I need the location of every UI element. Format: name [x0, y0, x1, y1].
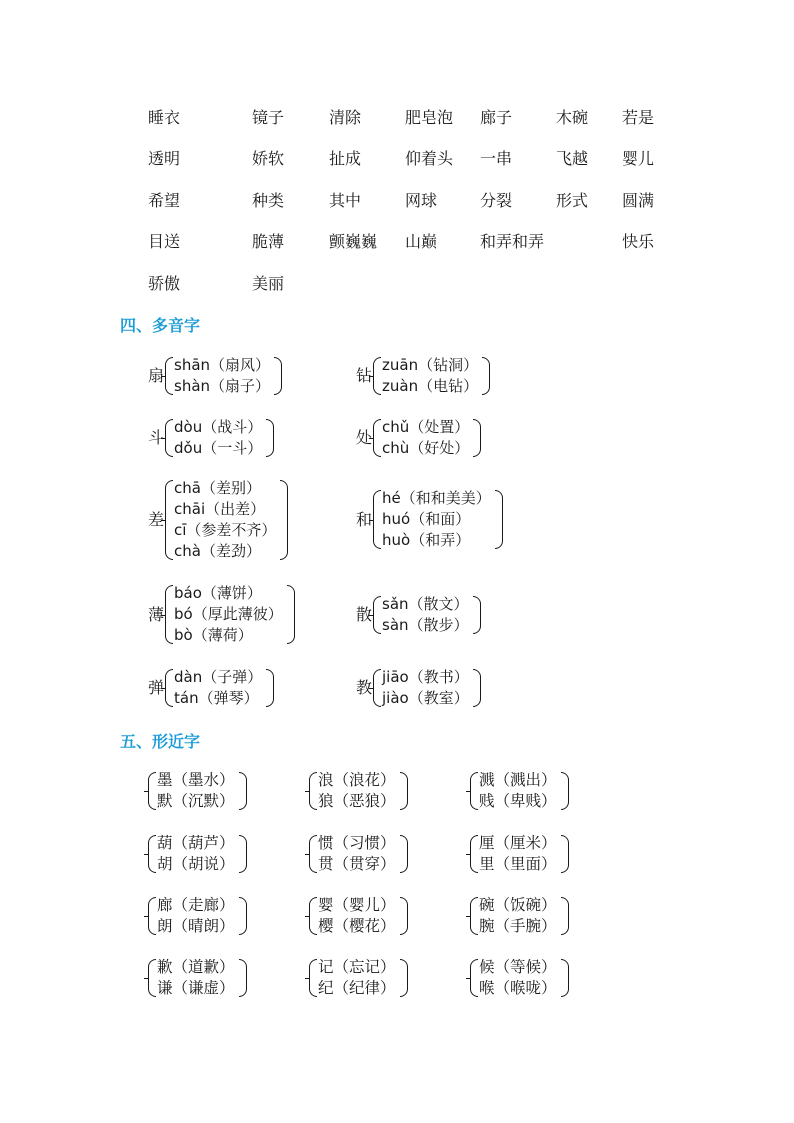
similar-char: 婴（婴儿） [318, 896, 396, 914]
right-brace [400, 835, 408, 873]
polyphonic-group [356, 355, 490, 397]
word: 扯成 [329, 149, 362, 168]
polyphonic-group [148, 417, 274, 459]
left-brace [148, 835, 156, 873]
similar-char: 默（沉默） [157, 792, 235, 810]
right-brace [400, 772, 408, 810]
word: 和弄和弄 [480, 232, 545, 251]
right-brace [239, 959, 247, 997]
similar-group [147, 833, 247, 875]
similar-group [308, 895, 408, 937]
polyphonic-char: 薄 [148, 604, 165, 624]
right-brace [473, 419, 481, 457]
word: 仰着头 [405, 149, 454, 168]
similar-char: 溅（溅出） [479, 771, 557, 789]
reading: chù（好处） [382, 439, 470, 457]
left-brace [470, 959, 478, 997]
reading: chā（差别） [174, 479, 261, 497]
similar-char: 狼（恶狼） [318, 792, 396, 810]
polyphonic-char: 散 [356, 605, 373, 624]
reading: jiào（教室） [382, 689, 469, 707]
right-brace [266, 419, 274, 457]
right-brace [239, 897, 247, 935]
reading: bò（薄荷） [174, 626, 253, 644]
left-brace [373, 669, 381, 707]
right-brace [287, 585, 295, 644]
reading: dǒu（一斗） [174, 439, 263, 457]
polyphonic-group [148, 583, 295, 646]
polyphonic-group [356, 488, 503, 551]
reading: sàn（散步） [382, 616, 469, 634]
polyphonic-char: 教 [356, 678, 373, 697]
left-brace [309, 959, 317, 997]
word: 脆薄 [252, 232, 285, 251]
reading: báo（薄饼） [174, 584, 262, 602]
similar-group [147, 770, 247, 812]
word: 目送 [148, 232, 181, 251]
left-brace [165, 585, 173, 644]
similar-char: 浪（浪花） [318, 771, 396, 789]
right-brace [239, 772, 247, 810]
word: 廊子 [480, 108, 513, 127]
right-brace [561, 772, 569, 810]
similar-group [469, 833, 569, 875]
similar-char: 葫（葫芦） [157, 834, 235, 852]
similar-char: 樱（樱花） [318, 917, 396, 935]
word: 形式 [556, 191, 589, 210]
section-heading-polyphonic: 四、多音字 [120, 316, 201, 335]
word: 娇软 [252, 149, 285, 168]
similar-char: 候（等候） [479, 958, 557, 976]
right-brace [400, 897, 408, 935]
reading: zuān（钻洞） [382, 356, 479, 374]
similar-char: 胡（胡说） [157, 855, 235, 873]
polyphonic-char: 扇 [148, 366, 165, 385]
right-brace [561, 959, 569, 997]
section-heading-similar: 五、形近字 [120, 732, 201, 751]
word: 飞越 [556, 149, 589, 168]
right-brace [473, 596, 481, 634]
similar-group [147, 957, 247, 999]
similar-char: 里（里面） [479, 855, 557, 873]
word: 睡衣 [148, 108, 181, 127]
reading: tán（弹琴） [174, 689, 259, 707]
similar-char: 纪（纪律） [318, 979, 396, 997]
word: 圆满 [622, 191, 655, 210]
left-brace [470, 772, 478, 810]
right-brace [266, 669, 274, 707]
reading: cī（参差不齐） [174, 521, 277, 539]
left-brace [165, 419, 173, 457]
right-brace [561, 897, 569, 935]
left-brace [165, 669, 173, 707]
word: 种类 [252, 191, 285, 210]
word: 美丽 [252, 274, 285, 293]
right-brace [274, 357, 282, 395]
word: 镜子 [252, 108, 285, 127]
polyphonic-char: 弹 [148, 678, 165, 697]
reading: jiāo（教书） [382, 668, 469, 686]
similar-group [308, 833, 408, 875]
reading: chà（差劲） [174, 542, 261, 560]
polyphonic-char: 斗 [148, 428, 165, 447]
left-brace [309, 897, 317, 935]
reading: bó（厚此薄彼） [174, 605, 283, 623]
left-brace [373, 419, 381, 457]
similar-char: 谦（谦虚） [157, 979, 235, 997]
reading: dàn（子弹） [174, 668, 263, 686]
left-brace [148, 897, 156, 935]
similar-char: 墨（墨水） [157, 771, 235, 789]
similar-char: 厘（厘米） [479, 834, 557, 852]
polyphonic-group [148, 667, 274, 709]
reading: shàn（扇子） [174, 377, 271, 395]
right-brace [495, 490, 503, 549]
word: 分裂 [480, 191, 513, 210]
left-brace [373, 490, 381, 549]
reading: huó（和面） [382, 510, 471, 528]
polyphonic-char: 和 [356, 509, 373, 529]
word: 希望 [148, 191, 181, 210]
similar-char: 喉（喉咙） [479, 979, 557, 997]
word: 木碗 [556, 108, 589, 127]
word: 骄傲 [148, 274, 181, 293]
similar-char: 记（忘记） [318, 958, 396, 976]
reading: dòu（战斗） [174, 418, 263, 436]
polyphonic-group [356, 667, 481, 709]
polyphonic-char: 钻 [356, 366, 373, 385]
similar-char: 贯（贯穿） [318, 855, 396, 873]
right-brace [561, 835, 569, 873]
left-brace [165, 480, 173, 560]
similar-char: 朗（晴朗） [157, 917, 235, 935]
polyphonic-group [148, 478, 288, 562]
left-brace [470, 835, 478, 873]
similar-group [469, 957, 569, 999]
similar-char: 惯（习惯） [318, 834, 396, 852]
left-brace [165, 357, 173, 395]
similar-char: 贱（卑贱） [479, 792, 557, 810]
left-brace [373, 357, 381, 395]
word: 山巅 [405, 232, 438, 251]
similar-char: 腕（手腕） [479, 917, 557, 935]
similar-group [308, 770, 408, 812]
word: 一串 [480, 149, 513, 168]
word: 清除 [329, 108, 362, 127]
left-brace [470, 897, 478, 935]
word: 肥皂泡 [405, 108, 454, 127]
word: 快乐 [622, 232, 655, 251]
similar-group [308, 957, 408, 999]
word: 颤巍巍 [329, 232, 378, 251]
word: 其中 [329, 191, 362, 210]
similar-group [469, 895, 569, 937]
right-brace [482, 357, 490, 395]
reading: huò（和弄） [382, 531, 471, 549]
left-brace [148, 772, 156, 810]
left-brace [309, 835, 317, 873]
word: 透明 [148, 149, 181, 168]
polyphonic-char: 处 [356, 428, 373, 447]
similar-group [469, 770, 569, 812]
similar-char: 歉（道歉） [157, 958, 235, 976]
similar-char: 廊（走廊） [157, 896, 235, 914]
right-brace [239, 835, 247, 873]
polyphonic-group [356, 594, 481, 636]
similar-group [147, 895, 247, 937]
word: 若是 [622, 108, 655, 127]
left-brace [373, 596, 381, 634]
left-brace [309, 772, 317, 810]
similar-char: 碗（饭碗） [479, 896, 557, 914]
reading: chāi（出差） [174, 500, 266, 518]
reading: shān（扇风） [174, 356, 271, 374]
right-brace [473, 669, 481, 707]
word: 网球 [405, 191, 438, 210]
polyphonic-char: 差 [148, 510, 165, 529]
word: 婴儿 [622, 149, 655, 168]
polyphonic-group [356, 417, 481, 459]
right-brace [400, 959, 408, 997]
right-brace [280, 480, 288, 560]
polyphonic-group [148, 355, 282, 397]
reading: zuàn（电钻） [382, 377, 479, 395]
reading: sǎn（散文） [382, 595, 469, 613]
reading: chǔ（处置） [382, 418, 470, 436]
left-brace [148, 959, 156, 997]
reading: hé（和和美美） [382, 489, 491, 507]
